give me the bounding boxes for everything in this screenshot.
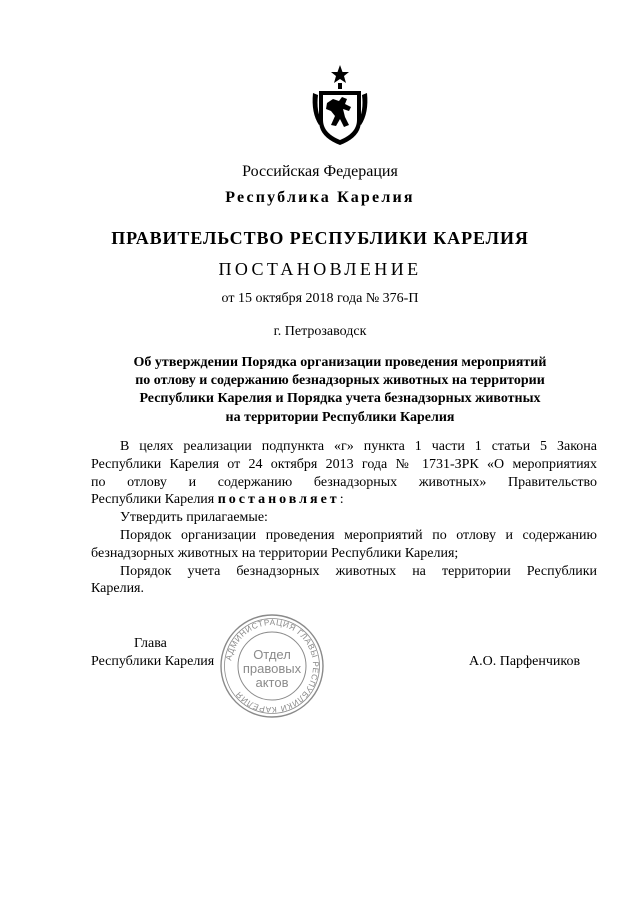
document-body bbox=[91, 438, 597, 598]
government-heading: ПРАВИТЕЛЬСТВО РЕСПУБЛИКИ КАРЕЛИЯ bbox=[111, 228, 529, 248]
paragraph-preamble-line: В целях реализации подпункта «г» пункта 1 части 1 статьи 5 Закона bbox=[120, 439, 597, 454]
title-line: на территории Республики Карелия bbox=[225, 409, 455, 425]
official-stamp bbox=[219, 613, 325, 719]
city-line: г. Петрозаводск bbox=[273, 324, 367, 339]
stamp-ring-text: АДМИНИСТРАЦИЯ ГЛАВЫ РЕСПУБЛИКИ КАРЕЛИЯ bbox=[224, 617, 321, 715]
paragraph-order-1-line: безнадзорных животных на территории Республики Карелия; bbox=[91, 545, 459, 561]
paragraph-order-2-line: Порядок учета безнадзорных животных на территории Республики bbox=[120, 563, 597, 579]
country-line: Российская Федерация bbox=[242, 163, 398, 180]
stamp-line1: Отдел bbox=[253, 647, 291, 662]
stamp-line2: правовых bbox=[242, 661, 302, 676]
stamp-line3: актов bbox=[255, 675, 289, 690]
paragraph-order-2-line: Карелия. bbox=[91, 581, 144, 597]
title-line: Республики Карелия и Порядка учета безнадзорных животных bbox=[139, 391, 541, 407]
karelia-coat-of-arms-icon bbox=[309, 63, 371, 147]
title-line: Об утверждении Порядка организации проведения мероприятий bbox=[133, 355, 547, 370]
republic-line: Республика Карелия bbox=[225, 189, 415, 206]
paragraph-approve: Утвердить прилагаемые: bbox=[120, 510, 268, 526]
document-type: ПОСТАНОВЛЕНИЕ bbox=[218, 259, 422, 279]
title-line: по отлову и содержанию безнадзорных животных на территории bbox=[135, 373, 545, 389]
paragraph-order-1-line: Порядок организации проведения мероприятий по отлову и содержанию bbox=[120, 527, 597, 543]
signatory-name: А.О. Парфенчиков bbox=[469, 654, 581, 669]
signatory-title-line1: Глава bbox=[134, 636, 167, 651]
paragraph-preamble-line: Республики Карелия от 24 октября 2013 года № 1731-ЗРК «О мероприятиях bbox=[91, 456, 597, 472]
preamble-prefix: Республики Карелия bbox=[91, 492, 218, 508]
document-title bbox=[90, 354, 590, 427]
resolves-word: постановляет bbox=[217, 492, 340, 508]
signatory-title-line2: Республики Карелия bbox=[91, 654, 215, 669]
paragraph-preamble-line: по отлову и содержанию безнадзорных животных» Правительство bbox=[91, 474, 597, 490]
preamble-colon: : bbox=[339, 492, 344, 508]
paragraph-preamble-line bbox=[91, 491, 597, 509]
date-number-line: от 15 октября 2018 года № 376-П bbox=[221, 291, 419, 306]
